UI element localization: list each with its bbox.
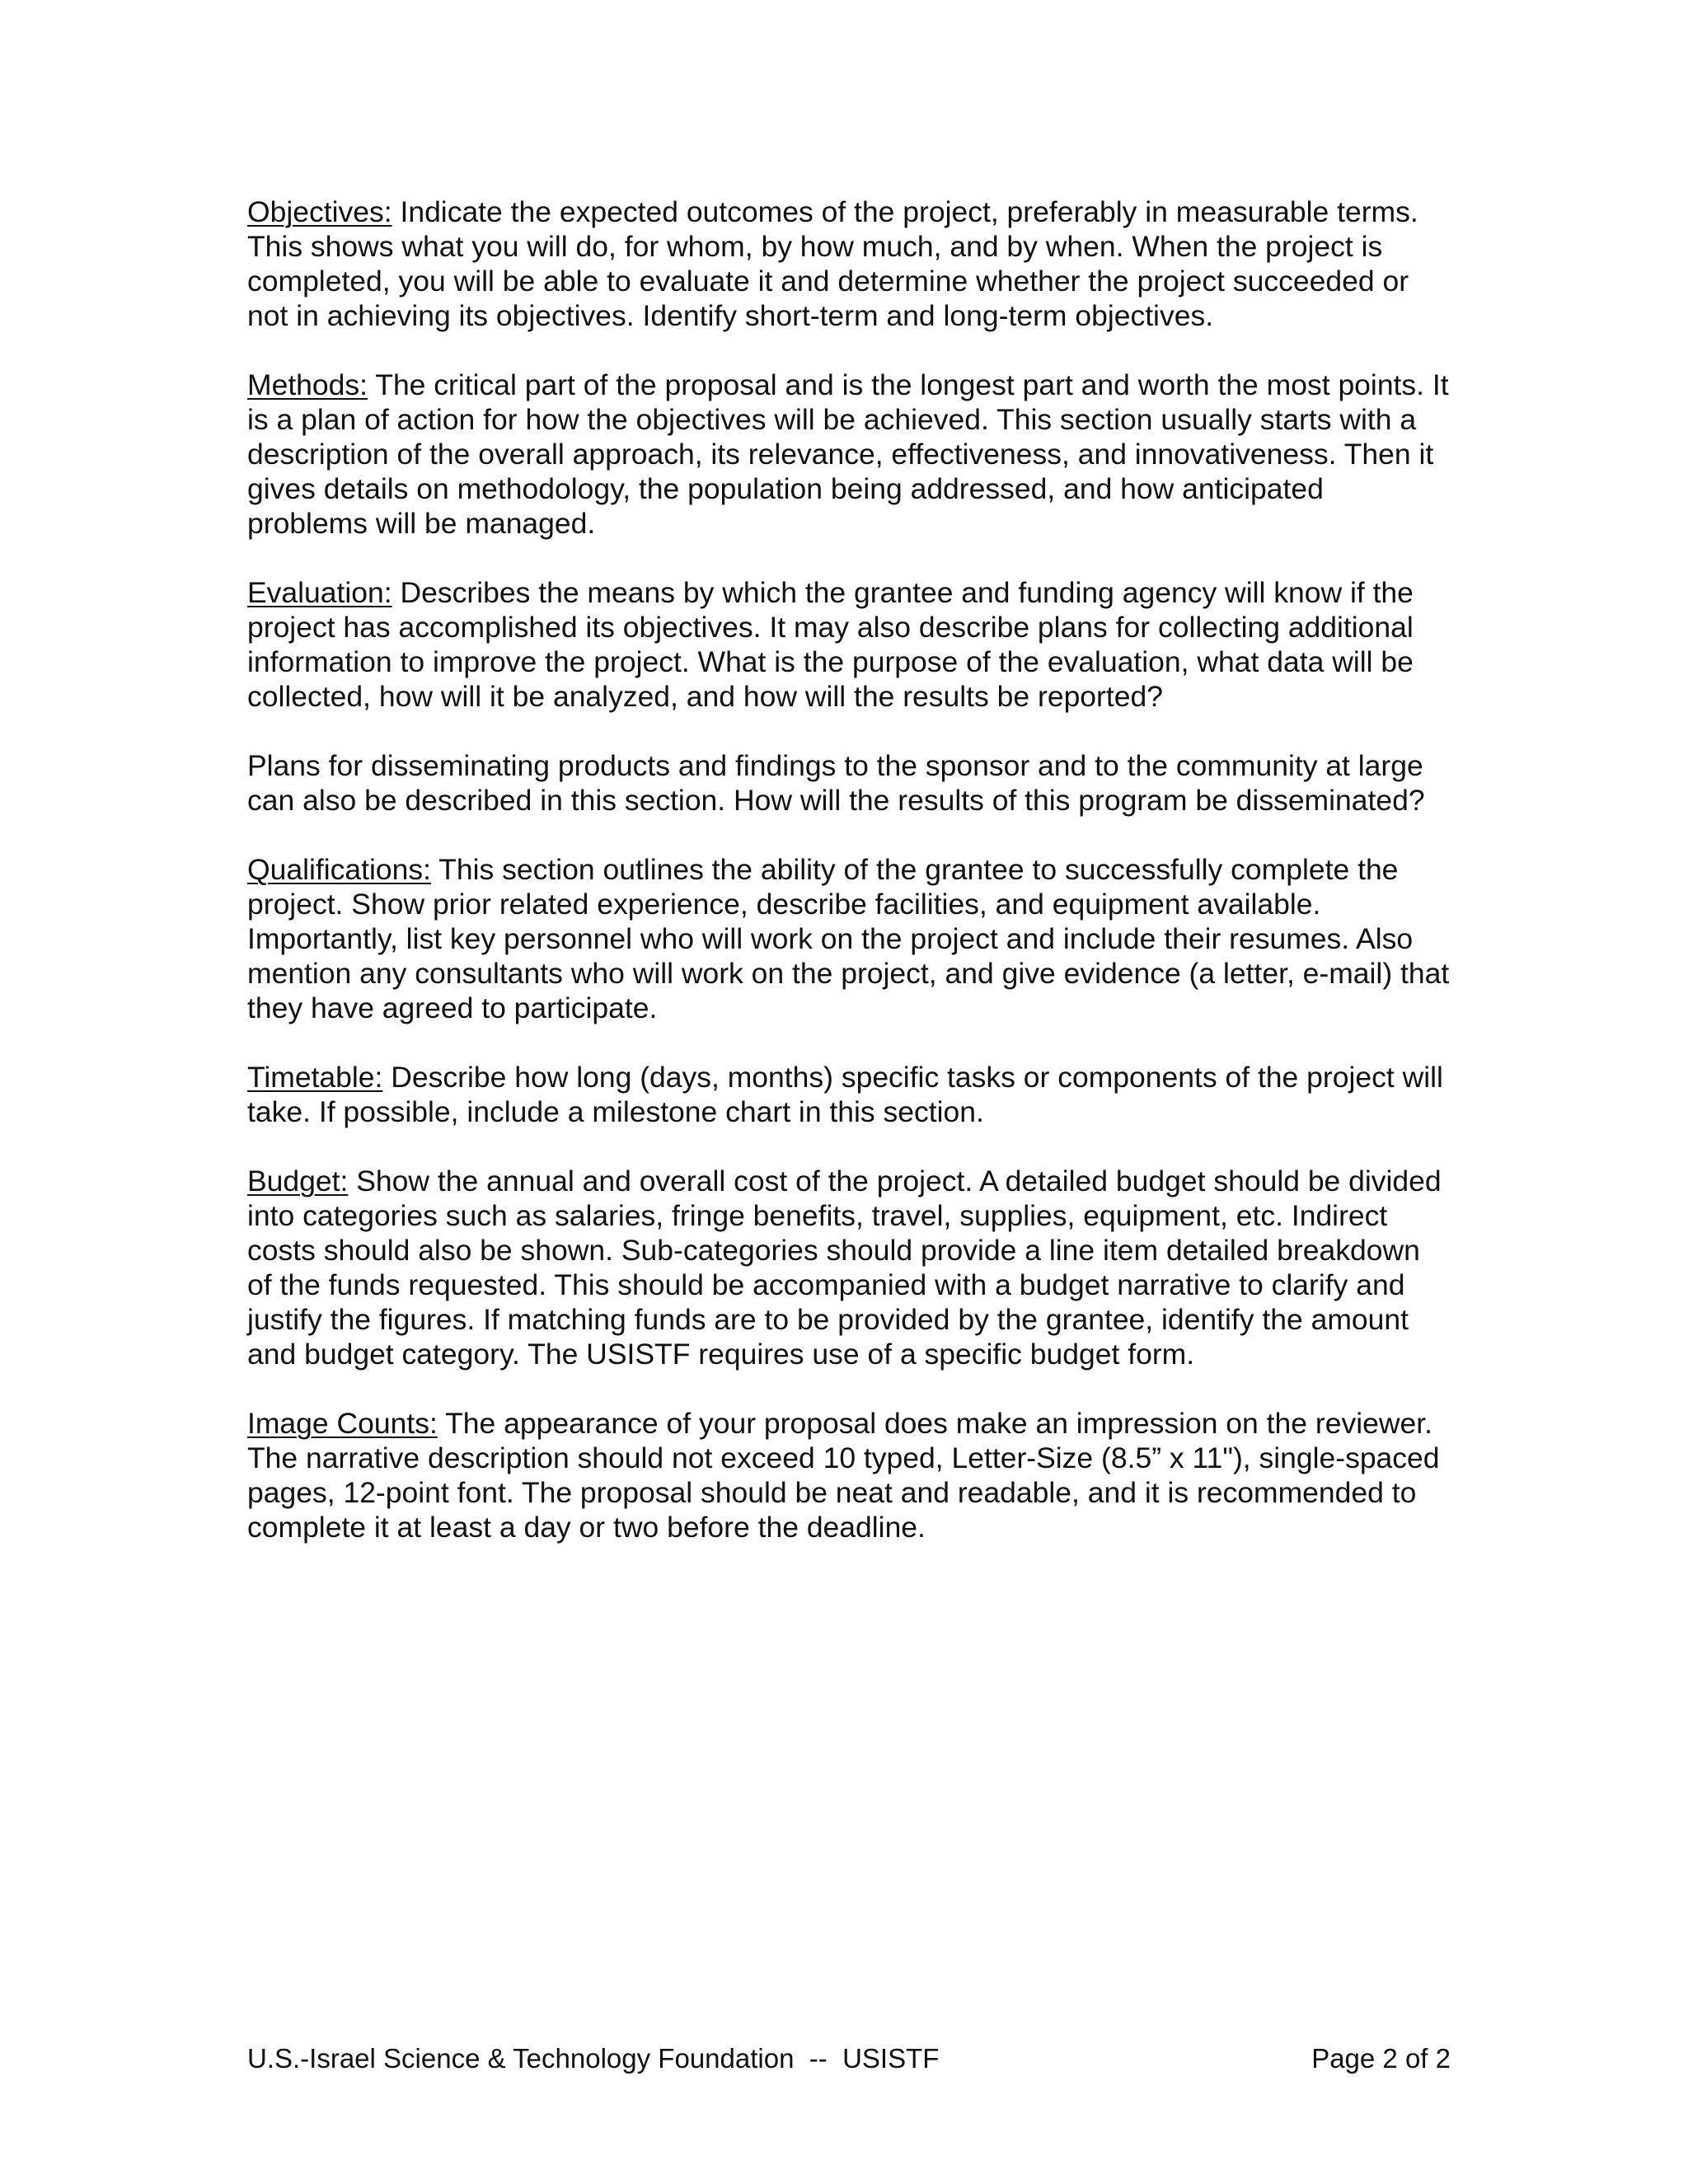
section-heading: Objectives:	[247, 195, 392, 228]
page-footer	[247, 2042, 1451, 2075]
section-objectives	[247, 194, 1451, 333]
section-text: Describes the means by which the grantee and funding agency will know if the project has accomplished its objectives. It may also describe plans for collecting additional information to improve the project. What is the purpose of the evaluation, what data will be collected, how will it be analyzed, and how will the results be reported?	[247, 576, 1414, 713]
section-text: The appearance of your proposal does make an impression on the reviewer. The narrative description should not exceed 10 typed, Letter-Size (8.5” x 11"), single-spaced pages, 12-point font. The proposal should be neat and readable, and it is recommended to complete it at least a day or two before the deadline.	[247, 1407, 1440, 1544]
section-heading: Timetable:	[247, 1061, 383, 1094]
section-text: Plans for disseminating products and findings to the sponsor and to the community at large can also be described in this section. How will the results of this program be disseminated?	[247, 749, 1425, 817]
section-heading: Qualifications:	[247, 853, 431, 886]
footer-page-number: Page 2 of 2	[1311, 2043, 1451, 2074]
section-image-counts	[247, 1406, 1451, 1544]
section-text: Indicate the expected outcomes of the project, preferably in measurable terms. This shows what you will do, for whom, by how much, and by when. When the project is completed, you will be able to evaluate it and determine whether the project succeeded or not in achieving its objectives. Identify short-term and long-term objectives.	[247, 195, 1418, 332]
section-text: Show the annual and overall cost of the project. A detailed budget should be divided into categories such as salaries, fringe benefits, travel, supplies, equipment, etc. Indirect costs should also be shown. Sub-categories should provide a line item detailed breakdown of the funds requested. This should be accompanied with a budget narrative to clarify and justify the figures. If matching funds are to be provided by the grantee, identify the amount and budget category. The USISTF requires use of a specific budget form.	[247, 1165, 1442, 1371]
document-body	[247, 194, 1451, 1579]
section-methods	[247, 368, 1451, 541]
section-heading: Budget:	[247, 1165, 349, 1197]
section-heading: Evaluation:	[247, 576, 392, 609]
section-budget	[247, 1164, 1451, 1371]
section-text: Describe how long (days, months) specific tasks or components of the project will take. If possible, include a milestone chart in this section.	[247, 1061, 1443, 1128]
section-qualifications	[247, 852, 1451, 1025]
section-dissemination	[247, 748, 1451, 818]
section-heading: Image Counts:	[247, 1407, 438, 1440]
section-timetable	[247, 1060, 1451, 1129]
section-evaluation	[247, 575, 1451, 714]
section-text: The critical part of the proposal and is the longest part and worth the most points. It is a plan of action for how the objectives will be achieved. This section usually starts with a description of the overall approach, its relevance, effectiveness, and innovativeness. Then it gives details on methodology, the population being addressed, and how anticipated problems will be managed.	[247, 368, 1449, 540]
footer-organization: U.S.-Israel Science & Technology Foundation -- USISTF	[247, 2043, 940, 2074]
section-text: This section outlines the ability of the grantee to successfully complete the project. Show prior related experience, describe facilities, and equipment available. Importantly, list key personnel who will work on the project and include their resumes. Also mention any consultants who will work on the project, and give evidence (a letter, e-mail) that they have agreed to participate.	[247, 853, 1450, 1024]
section-heading: Methods:	[247, 368, 368, 401]
